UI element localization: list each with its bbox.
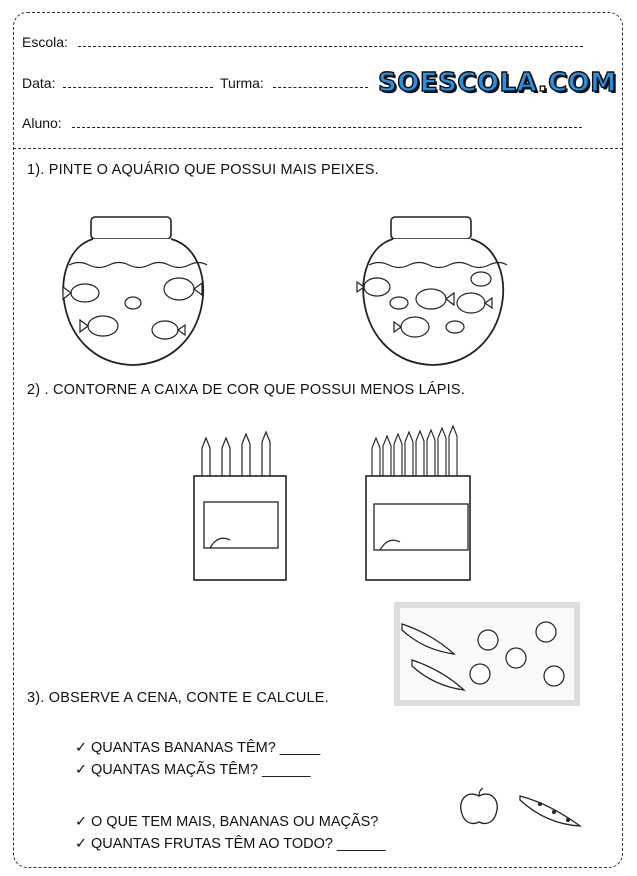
date-field[interactable] xyxy=(63,87,213,88)
header-separator xyxy=(13,148,623,149)
school-field[interactable] xyxy=(78,46,583,47)
pencil-box-left[interactable] xyxy=(190,432,300,582)
date-label: Data: xyxy=(22,75,56,91)
student-field[interactable] xyxy=(72,127,582,128)
banana-icon xyxy=(516,790,584,830)
checklist-item: ✓ QUANTAS MAÇÃS TÊM? ______ xyxy=(75,762,311,778)
apple-icon xyxy=(458,786,500,828)
question-1: 1). PINTE O AQUÁRIO QUE POSSUI MAIS PEIXES. xyxy=(27,162,379,178)
checklist-item: ✓ QUANTAS BANANAS TÊM? _____ xyxy=(75,740,321,756)
student-label: Aluno: xyxy=(22,115,62,131)
school-label: Escola: xyxy=(22,34,68,50)
fruit-scene xyxy=(394,602,580,706)
checklist-item: ✓ QUANTAS FRUTAS TÊM AO TODO? ______ xyxy=(75,836,386,852)
fishbowl-right[interactable] xyxy=(355,213,515,368)
class-label: Turma: xyxy=(220,75,264,91)
fishbowl-left[interactable] xyxy=(55,213,215,368)
checklist-item: ✓ O QUE TEM MAIS, BANANAS OU MAÇÃS? xyxy=(75,814,379,830)
class-field[interactable] xyxy=(273,87,368,88)
pencil-box-right[interactable] xyxy=(362,422,482,582)
question-3: 3). OBSERVE A CENA, CONTE E CALCULE. xyxy=(27,690,329,706)
site-logo: SOESCOLA.COM xyxy=(378,68,617,98)
question-2: 2) . CONTORNE A CAIXA DE COR QUE POSSUI MENOS LÁPIS. xyxy=(27,382,465,398)
